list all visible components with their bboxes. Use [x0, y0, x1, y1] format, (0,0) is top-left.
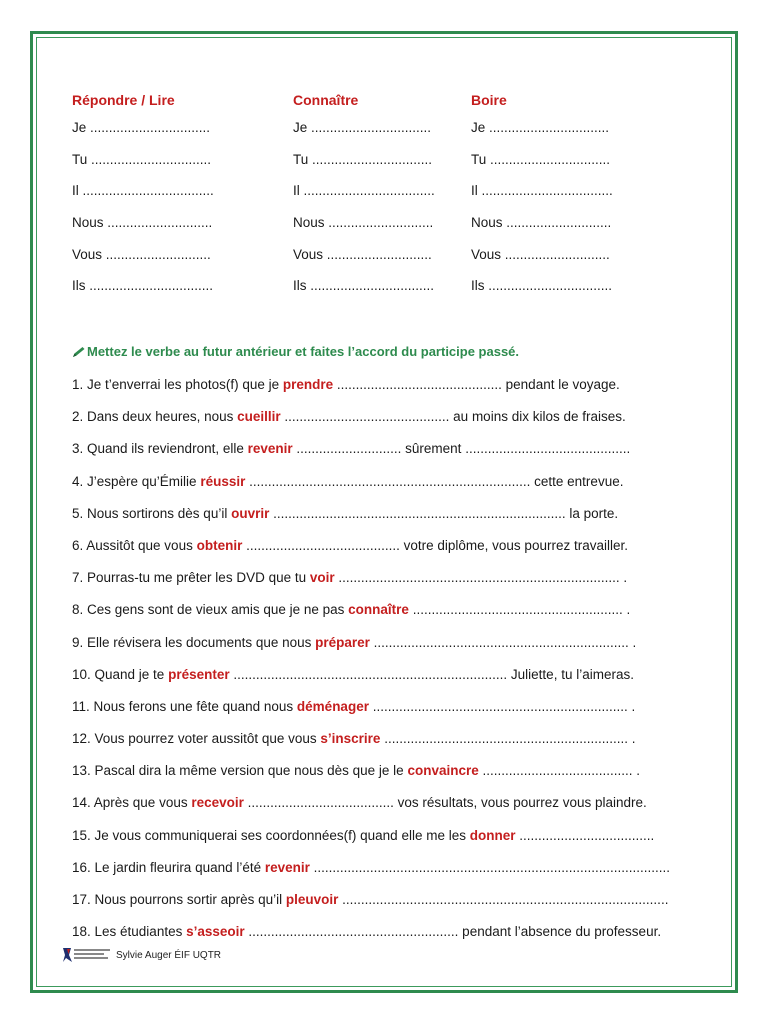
exercise-item	[72, 437, 692, 469]
column-title: Connaître	[293, 92, 359, 108]
exercise-blank: .............................................................................. la porte.	[269, 505, 619, 521]
exercise-text: 16. Le jardin fleurira quand l’été	[72, 859, 265, 875]
exercise-blank: ......................................................................... Juliette, tu l’aimeras.	[229, 666, 634, 682]
footer	[62, 946, 221, 964]
exercise-item	[72, 888, 692, 920]
exercise-verb: réussir	[200, 473, 246, 489]
exercise-text: 15. Je vous communiquerai ses coordonnées(f) quand elle me les	[72, 827, 470, 843]
exercise-verb: s’inscrire	[320, 731, 381, 747]
blank-vous: Vous ............................	[471, 246, 610, 262]
exercise-verb: connaître	[348, 602, 409, 618]
blank-il: Il ...................................	[293, 183, 435, 199]
exercise-item	[72, 759, 692, 791]
exercise-item	[72, 502, 692, 534]
exercise-item	[72, 470, 692, 502]
exercise-text: 1. Je t’enverrai les photos(f) que je	[72, 377, 283, 392]
blank-vous: Vous ............................	[293, 246, 432, 262]
pencil-icon	[72, 346, 86, 358]
column-title: Boire	[471, 92, 507, 108]
blank-nous: Nous ............................	[293, 215, 434, 231]
exercise-blank: ......................................... votre diplôme, vous pourrez travailler.	[242, 537, 628, 553]
conjugation-column-connaitre	[293, 88, 435, 302]
footer-author: Sylvie Auger ÉIF UQTR	[116, 949, 222, 961]
exercise-verb: obtenir	[196, 537, 243, 553]
exercise-verb: cueillir	[237, 409, 281, 425]
blank-je: Je ................................	[293, 120, 432, 135]
exercise-text: 5. Nous sortirons dès qu’il	[72, 505, 232, 521]
exercise-text: 18. Les étudiantes	[72, 924, 187, 940]
exercise-item	[72, 663, 692, 695]
exercise-verb: revenir	[264, 859, 310, 875]
blank-ils: Ils .................................	[293, 278, 435, 294]
exercise-text: 9. Elle révisera les documents que nous	[72, 634, 316, 650]
exercise-item	[72, 856, 692, 888]
exercise-text: 10. Quand je te	[72, 666, 169, 682]
exercise-blank: ........................................................ pendant l’absence du professeur.	[244, 924, 662, 940]
exercise-blank: ....................................... vos résultats, vous pourrez vous plaindre.	[243, 795, 647, 811]
exercise-verb: voir	[309, 570, 335, 586]
exercise-text: 8. Ces gens sont de vieux amis que je ne pas	[72, 602, 349, 618]
exercise-item	[72, 727, 692, 759]
exercise-item	[72, 534, 692, 566]
exercise-blank: ...............................................................................................	[309, 859, 670, 875]
exercise-blank: .................................................................... .	[368, 698, 636, 714]
eif-logo-icon	[62, 946, 112, 964]
exercise-item	[72, 373, 692, 405]
exercise-verb: recevoir	[191, 795, 244, 811]
conjugation-column-boire	[471, 88, 613, 302]
exercise-item	[72, 598, 692, 630]
blank-tu: Tu ................................	[72, 151, 212, 167]
exercise-item	[72, 695, 692, 727]
exercise-blank: ................................................................. .	[380, 731, 636, 747]
exercise-verb: déménager	[296, 698, 369, 714]
blank-tu: Tu ................................	[293, 151, 433, 167]
blank-il: Il ...................................	[471, 183, 613, 199]
exercise-text: 3. Quand ils reviendront, elle	[72, 441, 248, 457]
exercise-text: 13. Pascal dira la même version que nous dès que je le	[72, 763, 408, 779]
exercise-verb: convaincre	[407, 763, 479, 779]
blank-nous: Nous ............................	[471, 215, 612, 231]
exercise-blank: ............................................ au moins dix kilos de fraises.	[280, 409, 626, 425]
exercise-verb: revenir	[247, 441, 293, 457]
blank-je: Je ................................	[72, 120, 211, 135]
exercise-blank: ........................................................................... cette entrevue.	[245, 473, 624, 489]
blank-vous: Vous ............................	[72, 246, 211, 262]
exercise-item	[72, 405, 692, 437]
exercise-blank: ........................................................................... .	[334, 570, 628, 586]
exercise-text: 17. Nous pourrons sortir après qu’il	[72, 892, 286, 907]
exercise-blank: .......................................................................................	[338, 892, 669, 907]
exercise-verb: ouvrir	[231, 505, 270, 521]
exercise-verb: prendre	[282, 377, 334, 392]
exercise-text: 7. Pourras-tu me prêter les DVD que tu	[72, 570, 310, 586]
instruction	[72, 344, 519, 359]
exercise-verb: donner	[469, 827, 516, 843]
exercise-item	[72, 824, 692, 856]
exercise-text: 2. Dans deux heures, nous	[72, 409, 238, 425]
exercise-blank: .................................................................... .	[369, 634, 637, 650]
exercise-text: 11. Nous ferons une fête quand nous	[72, 698, 297, 714]
exercise-text: 4. J’espère qu’Émilie	[72, 473, 201, 489]
exercise-blank: ............................................ pendant le voyage.	[333, 377, 620, 392]
exercise-verb: s’asseoir	[186, 924, 245, 940]
blank-ils: Ils .................................	[471, 278, 613, 294]
blank-il: Il ...................................	[72, 183, 214, 199]
conjugation-column-repondre-lire	[72, 88, 214, 302]
blank-je: Je ................................	[471, 120, 610, 135]
exercise-blank: ........................................ .	[478, 763, 641, 779]
exercise-item	[72, 566, 692, 598]
exercise-list	[72, 373, 692, 952]
exercise-verb: présenter	[168, 666, 230, 682]
blank-nous: Nous ............................	[72, 215, 213, 231]
exercise-text: 12. Vous pourrez voter aussitôt que vous	[72, 731, 321, 747]
column-title: Répondre / Lire	[72, 92, 175, 108]
exercise-item	[72, 631, 692, 663]
exercise-text: 6. Aussitôt que vous	[72, 537, 197, 553]
exercise-text: 14. Après que vous	[72, 795, 192, 811]
blank-tu: Tu ................................	[471, 151, 611, 167]
exercise-item	[72, 791, 692, 823]
exercise-blank: ....................................	[515, 827, 655, 843]
exercise-verb: pleuvoir	[285, 892, 339, 907]
blank-ils: Ils .................................	[72, 278, 214, 294]
exercise-blank: ........................................................ .	[408, 602, 631, 618]
exercise-blank: ............................ sûrement ............................................	[292, 441, 631, 457]
exercise-verb: préparer	[315, 634, 370, 650]
instruction-text: Mettez le verbe au futur antérieur et faites l’accord du participe passé.	[87, 344, 520, 359]
